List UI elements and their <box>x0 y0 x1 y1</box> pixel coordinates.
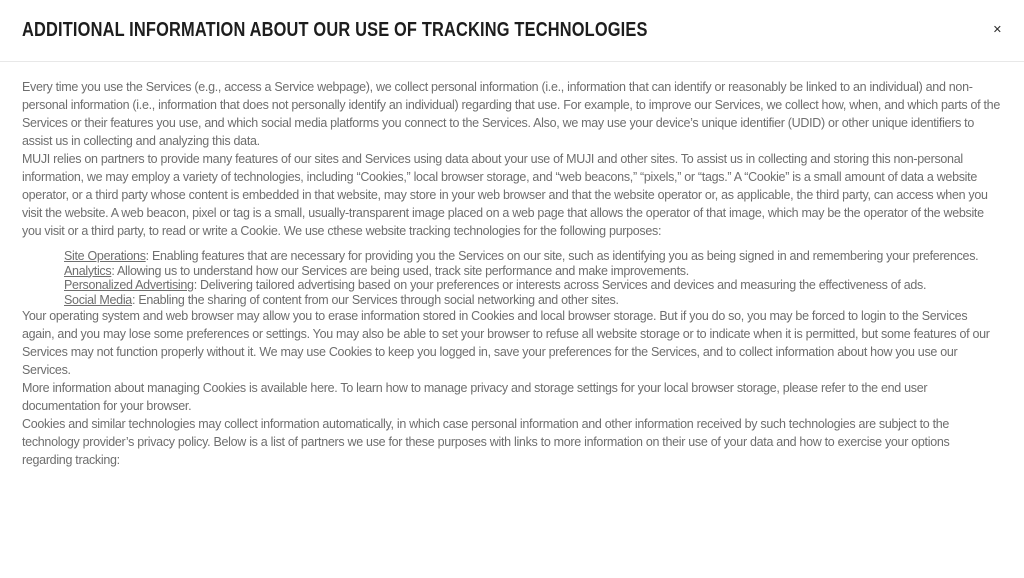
list-item-term: Personalized Advertising <box>64 278 194 292</box>
tracking-purposes-list <box>22 249 1002 307</box>
list-item-text: : Allowing us to understand how our Services are being used, track site performance and make improvements. <box>111 263 689 278</box>
paragraph-tracking-technologies: MUJI relies on partners to provide many features of our sites and Services using data about your use of MUJI and other sites. To assist us in collecting and storing this non-personal information, we may employ a variety of technologies, including “Cookies,” local browser storage, and “web beacons,” “pixels,” or “tags.” A “Cookie” is a small amount of data a website operator, or a third party whose content is embedded in that website, may store in your web browser and that the website operator or, as applicable, the third party, can access when you visit the website. A web beacon, pixel or tag is a small, usually-transparent image placed on a web page that allows the operator of that image, which may be the operator of the website you visit or a third party, to read or write a Cookie. We use cthese website tracking technologies for the following purposes: <box>22 152 988 238</box>
paragraph-partners-list-intro: Cookies and similar technologies may collect information automatically, in which case personal information and other information received by such technologies are subject to the technology provider’s privacy policy. Below is a list of partners we use for these purposes with links to more information on their use of your data and how to exercise your options regarding tracking: <box>22 417 950 467</box>
list-item-social-media <box>64 293 1002 308</box>
paragraph-data-collection: Every time you use the Services (e.g., access a Service webpage), we collect personal information (i.e., information that can identify or reasonably be linked to an individual) and non-personal information (i.e., information that does not personally identify an individual) regarding that use. For example, to improve our Services, we collect how, when, and which parts of the Services or their features you use, and which social media platforms you connect to the Services. Also, we may use your device’s unique identifier (UDID) or other unique identifiers to assist us in collecting and analyzing this data. <box>22 80 1000 148</box>
dialog-header <box>0 0 1024 62</box>
list-item-text: : Delivering tailored advertising based on your preferences or interests across Services and devices and measuring the effectiveness of ads. <box>193 278 927 292</box>
list-item-text: : Enabling the sharing of content from our Services through social networking and other sites. <box>131 292 619 307</box>
close-button[interactable] <box>993 25 1002 36</box>
dialog-body <box>0 62 1024 469</box>
close-icon: ✕ <box>992 24 1002 36</box>
paragraph-more-information: More information about managing Cookies is available here. To learn how to manage privacy and storage settings for your local browser storage, please refer to the end user documentation for your browser. <box>22 381 928 413</box>
list-item-term: Social Media <box>64 292 132 307</box>
dialog-title: ADDITIONAL INFORMATION ABOUT OUR USE OF TRACKING TECHNOLOGIES <box>22 19 648 41</box>
list-item-text: : Enabling features that are necessary for providing you the Services on our site, such as identifying you as being signed in and remembering your preferences. <box>145 249 979 263</box>
list-item-personalized-advertising <box>64 278 1002 293</box>
list-item-term: Analytics <box>64 263 112 278</box>
list-item-site-operations <box>64 249 1002 264</box>
list-item-analytics <box>64 264 1002 279</box>
list-item-term: Site Operations <box>64 249 146 263</box>
paragraph-cookie-management: Your operating system and web browser may allow you to erase information stored in Cookies and local browser storage. But if you do so, you may be forced to login to the Services again, and you may lose some preferences or settings. You may also be able to set your browser to refuse all website storage or to indicate when it is permitted, but some features of our Services may not function properly without it. We may use Cookies to keep you logged in, save your preferences for the Services, and to collect information about how you use our Services. <box>22 309 990 377</box>
